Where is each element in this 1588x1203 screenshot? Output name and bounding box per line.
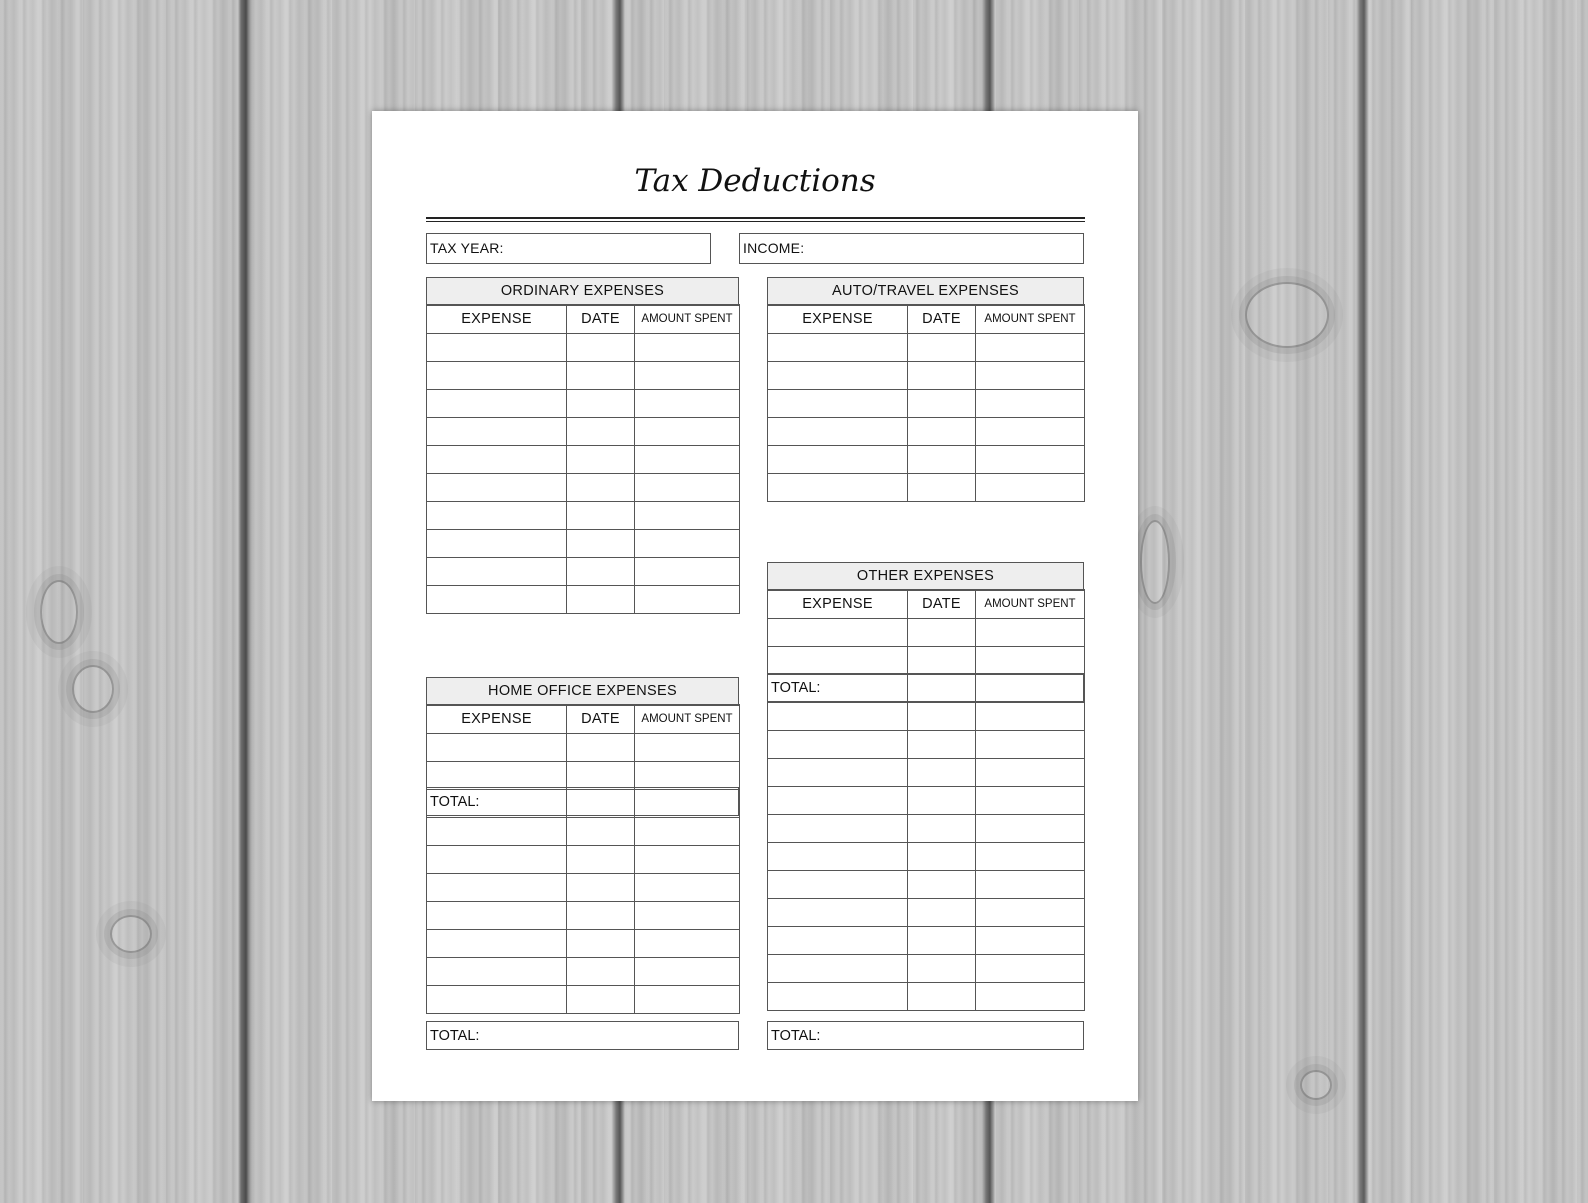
date-cell[interactable] <box>567 790 635 818</box>
date-cell[interactable] <box>567 958 635 986</box>
amount-cell[interactable] <box>976 362 1085 390</box>
date-cell[interactable] <box>908 362 976 390</box>
date-cell[interactable] <box>567 530 635 558</box>
section-title: OTHER EXPENSES <box>767 562 1084 591</box>
date-cell[interactable] <box>908 647 976 675</box>
amount-cell[interactable] <box>976 731 1085 759</box>
table-row <box>427 846 740 874</box>
column-header-expense: EXPENSE <box>768 590 908 619</box>
column-header-amount: AMOUNT SPENT <box>635 305 740 334</box>
date-cell[interactable] <box>567 734 635 762</box>
expense-cell[interactable] <box>427 958 567 986</box>
table-row <box>768 843 1085 871</box>
amount-cell[interactable] <box>976 418 1085 446</box>
table-row <box>427 362 740 390</box>
expense-cell[interactable] <box>768 871 908 899</box>
amount-cell[interactable] <box>635 958 740 986</box>
expense-cell[interactable] <box>427 762 567 790</box>
table-row <box>768 899 1085 927</box>
expense-cell[interactable] <box>427 390 567 418</box>
expense-cell[interactable] <box>768 418 908 446</box>
section-title: AUTO/TRAVEL EXPENSES <box>767 277 1084 306</box>
expense-cell[interactable] <box>427 902 567 930</box>
table-row <box>427 334 740 362</box>
amount-cell[interactable] <box>635 930 740 958</box>
table-row <box>427 958 740 986</box>
date-cell[interactable] <box>908 731 976 759</box>
date-cell[interactable] <box>908 787 976 815</box>
date-cell[interactable] <box>567 474 635 502</box>
amount-cell[interactable] <box>635 586 740 614</box>
expense-cell[interactable] <box>768 647 908 675</box>
total-row[interactable] <box>426 1021 739 1050</box>
expense-cell[interactable] <box>427 418 567 446</box>
amount-cell[interactable] <box>976 787 1085 815</box>
title-rule <box>426 217 1085 219</box>
table-row <box>768 787 1085 815</box>
table-row <box>427 790 740 818</box>
column-header-expense: EXPENSE <box>427 305 567 334</box>
date-cell[interactable] <box>567 362 635 390</box>
table-row <box>768 362 1085 390</box>
amount-cell[interactable] <box>635 734 740 762</box>
expense-table <box>767 304 1085 502</box>
table-row <box>427 930 740 958</box>
amount-cell[interactable] <box>976 390 1085 418</box>
expense-cell[interactable] <box>427 874 567 902</box>
amount-cell[interactable] <box>635 846 740 874</box>
date-cell[interactable] <box>567 418 635 446</box>
expense-table <box>426 304 740 614</box>
expense-cell[interactable] <box>427 846 567 874</box>
date-cell[interactable] <box>567 874 635 902</box>
date-cell[interactable] <box>908 474 976 502</box>
date-cell[interactable] <box>908 675 976 703</box>
date-cell[interactable] <box>908 815 976 843</box>
amount-cell[interactable] <box>976 334 1085 362</box>
table-row <box>427 902 740 930</box>
expense-cell[interactable] <box>427 586 567 614</box>
date-cell[interactable] <box>908 703 976 731</box>
wood-knot <box>110 915 152 953</box>
table-row <box>768 474 1085 502</box>
date-cell[interactable] <box>567 390 635 418</box>
amount-cell[interactable] <box>635 390 740 418</box>
expense-cell[interactable] <box>768 446 908 474</box>
printable-page <box>372 111 1138 1101</box>
date-cell[interactable] <box>567 986 635 1014</box>
expense-cell[interactable] <box>427 502 567 530</box>
expense-cell[interactable] <box>768 675 908 703</box>
table-row <box>427 446 740 474</box>
amount-cell[interactable] <box>635 418 740 446</box>
amount-cell[interactable] <box>976 647 1085 675</box>
column-header-expense: EXPENSE <box>768 305 908 334</box>
amount-cell[interactable] <box>976 759 1085 787</box>
table-row <box>427 986 740 1014</box>
wood-knot <box>1140 520 1170 604</box>
table-row <box>427 586 740 614</box>
amount-cell[interactable] <box>976 871 1085 899</box>
amount-cell[interactable] <box>976 899 1085 927</box>
date-cell[interactable] <box>567 818 635 846</box>
table-row <box>768 334 1085 362</box>
expense-cell[interactable] <box>427 734 567 762</box>
title-rule <box>426 221 1085 222</box>
amount-cell[interactable] <box>635 902 740 930</box>
table-row <box>768 815 1085 843</box>
amount-cell[interactable] <box>976 446 1085 474</box>
table-row <box>768 871 1085 899</box>
date-cell[interactable] <box>908 390 976 418</box>
amount-cell[interactable] <box>976 815 1085 843</box>
expense-cell[interactable] <box>768 983 908 1011</box>
table-row <box>768 759 1085 787</box>
expense-cell[interactable] <box>768 815 908 843</box>
expense-cell[interactable] <box>768 731 908 759</box>
amount-cell[interactable] <box>976 675 1085 703</box>
expense-cell[interactable] <box>427 986 567 1014</box>
column-header-date: DATE <box>567 305 635 334</box>
date-cell[interactable] <box>567 902 635 930</box>
expense-table <box>767 589 1085 1011</box>
expense-cell[interactable] <box>427 790 567 818</box>
amount-cell[interactable] <box>635 790 740 818</box>
amount-cell[interactable] <box>635 334 740 362</box>
date-cell[interactable] <box>567 762 635 790</box>
table-row <box>427 530 740 558</box>
tax-year-field[interactable] <box>426 233 711 264</box>
date-cell[interactable] <box>567 558 635 586</box>
section-title: ORDINARY EXPENSES <box>426 277 739 306</box>
expense-table <box>426 704 740 1014</box>
table-row <box>427 818 740 846</box>
column-header-date: DATE <box>567 705 635 734</box>
expense-cell[interactable] <box>768 787 908 815</box>
column-header-date: DATE <box>908 590 976 619</box>
expense-cell[interactable] <box>768 927 908 955</box>
column-header-amount: AMOUNT SPENT <box>976 590 1085 619</box>
expense-cell[interactable] <box>427 930 567 958</box>
total-label: TOTAL: <box>771 1028 821 1044</box>
amount-cell[interactable] <box>635 502 740 530</box>
amount-cell[interactable] <box>635 530 740 558</box>
table-row <box>427 874 740 902</box>
amount-cell[interactable] <box>635 818 740 846</box>
amount-cell[interactable] <box>635 762 740 790</box>
date-cell[interactable] <box>908 983 976 1011</box>
table-row <box>768 983 1085 1011</box>
table-row <box>427 502 740 530</box>
date-cell[interactable] <box>908 446 976 474</box>
amount-cell[interactable] <box>635 874 740 902</box>
wood-knot <box>72 665 114 713</box>
table-row <box>768 446 1085 474</box>
table-row <box>768 731 1085 759</box>
date-cell[interactable] <box>567 446 635 474</box>
column-header-amount: AMOUNT SPENT <box>635 705 740 734</box>
expense-cell[interactable] <box>768 899 908 927</box>
date-cell[interactable] <box>567 846 635 874</box>
amount-cell[interactable] <box>976 619 1085 647</box>
table-row <box>768 390 1085 418</box>
wood-knot <box>1245 282 1329 348</box>
amount-cell[interactable] <box>976 703 1085 731</box>
date-cell[interactable] <box>908 418 976 446</box>
expense-cell[interactable] <box>768 703 908 731</box>
date-cell[interactable] <box>908 899 976 927</box>
expense-cell[interactable] <box>427 818 567 846</box>
date-cell[interactable] <box>908 955 976 983</box>
date-cell[interactable] <box>908 871 976 899</box>
amount-cell[interactable] <box>976 474 1085 502</box>
column-header-amount: AMOUNT SPENT <box>976 305 1085 334</box>
table-row <box>427 474 740 502</box>
tax-year-label: TAX YEAR: <box>430 240 504 256</box>
total-label: TOTAL: <box>430 794 480 810</box>
column-header-date: DATE <box>908 305 976 334</box>
table-row <box>768 675 1085 703</box>
date-cell[interactable] <box>567 502 635 530</box>
date-cell[interactable] <box>908 619 976 647</box>
expense-cell[interactable] <box>427 446 567 474</box>
expense-cell[interactable] <box>768 843 908 871</box>
expense-cell[interactable] <box>768 390 908 418</box>
expense-cell[interactable] <box>427 362 567 390</box>
table-row <box>768 418 1085 446</box>
table-row <box>427 390 740 418</box>
expense-cell[interactable] <box>768 474 908 502</box>
date-cell[interactable] <box>567 930 635 958</box>
date-cell[interactable] <box>567 586 635 614</box>
amount-cell[interactable] <box>976 927 1085 955</box>
page-title: Tax Deductions <box>634 163 876 199</box>
amount-cell[interactable] <box>635 446 740 474</box>
date-cell[interactable] <box>908 843 976 871</box>
table-row <box>768 619 1085 647</box>
expense-cell[interactable] <box>427 474 567 502</box>
amount-cell[interactable] <box>976 955 1085 983</box>
table-row <box>768 927 1085 955</box>
table-row <box>427 762 740 790</box>
expense-cell[interactable] <box>427 558 567 586</box>
table-row <box>427 418 740 446</box>
wood-knot <box>1300 1070 1332 1100</box>
amount-cell[interactable] <box>635 474 740 502</box>
date-cell[interactable] <box>908 927 976 955</box>
table-row <box>768 647 1085 675</box>
table-row <box>768 703 1085 731</box>
total-row[interactable] <box>767 1021 1084 1050</box>
income-field[interactable] <box>739 233 1084 264</box>
total-label: TOTAL: <box>430 1028 480 1044</box>
amount-cell[interactable] <box>976 983 1085 1011</box>
amount-cell[interactable] <box>635 362 740 390</box>
expense-cell[interactable] <box>427 530 567 558</box>
total-label: TOTAL: <box>771 680 821 696</box>
income-label: INCOME: <box>743 240 805 256</box>
expense-cell[interactable] <box>768 334 908 362</box>
section-title: HOME OFFICE EXPENSES <box>426 677 739 706</box>
amount-cell[interactable] <box>635 986 740 1014</box>
expense-cell[interactable] <box>768 759 908 787</box>
expense-cell[interactable] <box>768 619 908 647</box>
table-row <box>427 734 740 762</box>
expense-cell[interactable] <box>768 955 908 983</box>
expense-cell[interactable] <box>427 334 567 362</box>
table-row <box>768 955 1085 983</box>
date-cell[interactable] <box>567 334 635 362</box>
date-cell[interactable] <box>908 759 976 787</box>
amount-cell[interactable] <box>976 843 1085 871</box>
table-row <box>427 558 740 586</box>
wood-knot <box>40 580 78 644</box>
expense-cell[interactable] <box>768 362 908 390</box>
date-cell[interactable] <box>908 334 976 362</box>
column-header-expense: EXPENSE <box>427 705 567 734</box>
amount-cell[interactable] <box>635 558 740 586</box>
